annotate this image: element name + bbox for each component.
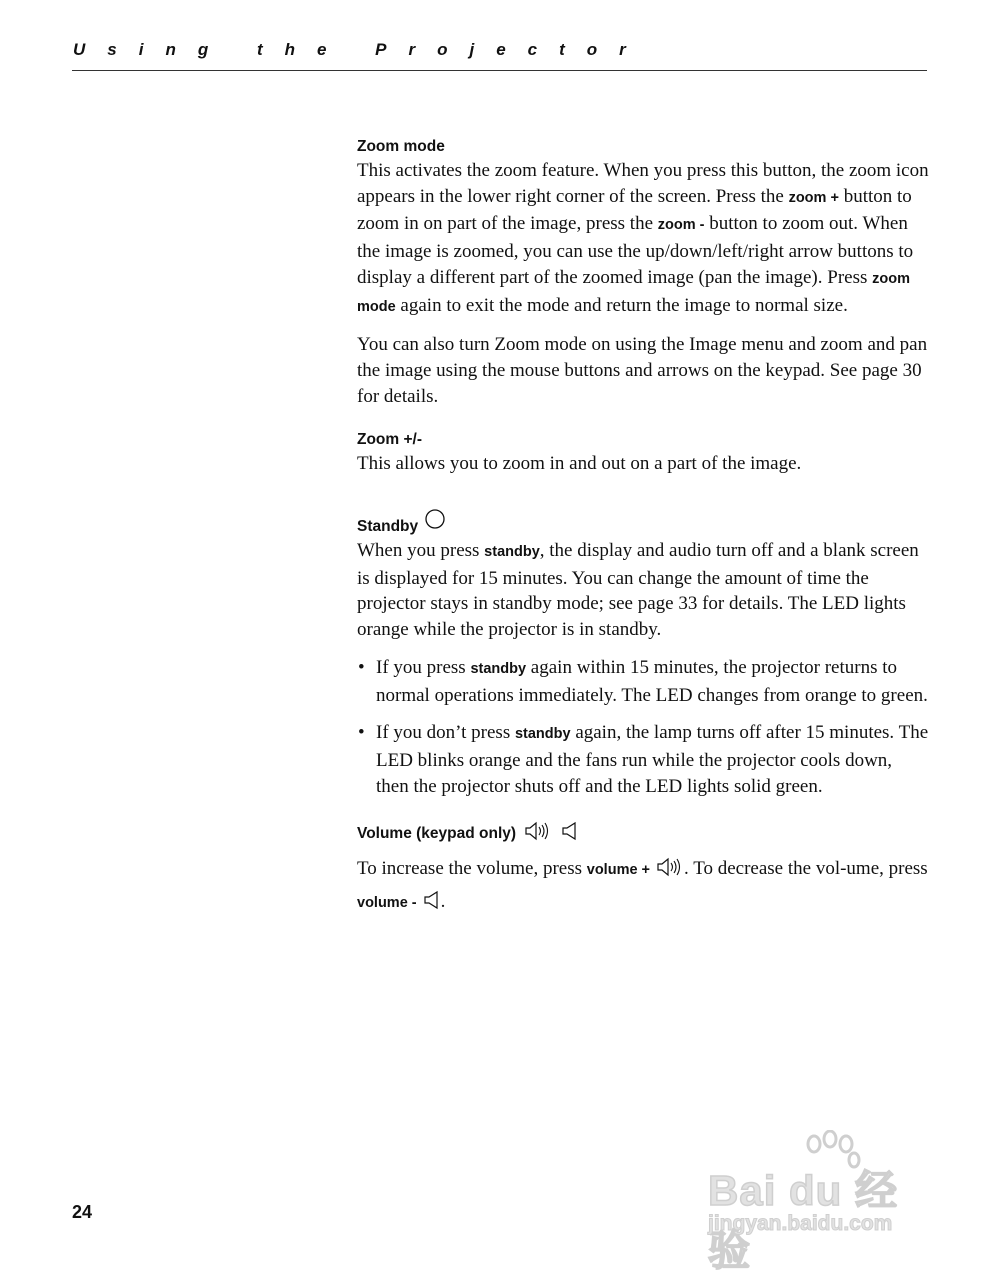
volume-up-icon [656, 857, 684, 877]
zoom-mode-heading: Zoom mode [357, 138, 445, 155]
volume-heading [357, 821, 929, 845]
standby-key: standby [470, 660, 527, 677]
text-run: If you don’t press [376, 722, 515, 744]
text-run: When you press [357, 540, 485, 562]
standby-heading-text: Standby [357, 518, 419, 536]
zoom-plus-minus-paragraph: This allows you to zoom in and out on a part of the image. [357, 453, 802, 475]
watermark-url: jingyan.baidu.com [708, 1212, 893, 1235]
volume-down-icon [561, 821, 579, 841]
volume-minus-key: volume - [357, 895, 417, 912]
watermark-logo-text: Bai du 经验 [708, 1167, 899, 1274]
standby-key: standby [484, 544, 540, 561]
zoom-mode-paragraph [357, 158, 929, 320]
text-run: To increase the volume, press [357, 858, 587, 880]
text-run: This activates the zoom feature. When you press this button, the zoom icon appears in the lower right corner of the screen. Press the [357, 160, 929, 207]
standby-heading [357, 508, 929, 538]
text-run: button to zoom out. When the image is zoomed, you can use the up/down/left/right arrow buttons to display a different part of the zoomed image (pan the image). Press [357, 213, 914, 288]
zoom-plus-minus-heading: Zoom +/- [357, 431, 423, 449]
text-run: again within 15 minutes, the projector returns to normal operations immediately. The LED changes from orange to green. [376, 656, 928, 706]
bullet-dot: • [358, 722, 365, 744]
header-rule [72, 70, 927, 71]
baidu-watermark [700, 1130, 940, 1274]
text-run: . [440, 891, 446, 913]
text-run: again, the lamp turns off after 15 minutes. The LED blinks orange and the fans run while the projector cools down, then the projector shuts off and the LED lights solid green. [376, 722, 929, 797]
standby-bullet-list [357, 655, 929, 800]
text-run: again to exit the mode and return the image to normal size. [395, 294, 848, 316]
page-number: 24 [72, 1202, 93, 1222]
main-content [357, 136, 929, 919]
power-circle-icon [424, 508, 446, 530]
zoom-mode-key: zoom mode [357, 270, 910, 315]
text-run: . To decrease the vol-ume, press [684, 858, 928, 880]
bullet-dot: • [358, 656, 365, 678]
text-run: If you press [376, 656, 471, 678]
volume-heading-text: Volume (keypad only) [357, 825, 517, 843]
text-run: , the display and audio turn off and a blank screen is displayed for 15 minutes. You can change the amount of time the projector stays in standby mode; see page 33 for details. The LED lights orange while the projector is in standby. [357, 540, 919, 641]
zoom-mode-paragraph-2: You can also turn Zoom mode on using the Image menu and zoom and pan the image using the mouse buttons and arrows on the keypad. See page 30 for details. [357, 334, 928, 407]
list-item [357, 655, 929, 708]
volume-paragraph [357, 853, 929, 919]
list-item [357, 720, 929, 799]
standby-key: standby [514, 726, 571, 743]
standby-paragraph [357, 538, 929, 643]
volume-up-icon [524, 821, 552, 841]
volume-plus-key: volume + [586, 862, 651, 879]
zoom-plus-key: zoom + [788, 189, 839, 206]
volume-down-icon [423, 890, 441, 910]
zoom-minus-key: zoom - [657, 217, 705, 234]
running-header: Using the Projector [73, 40, 648, 59]
text-run: button to zoom in on part of the image, press the [357, 185, 912, 235]
